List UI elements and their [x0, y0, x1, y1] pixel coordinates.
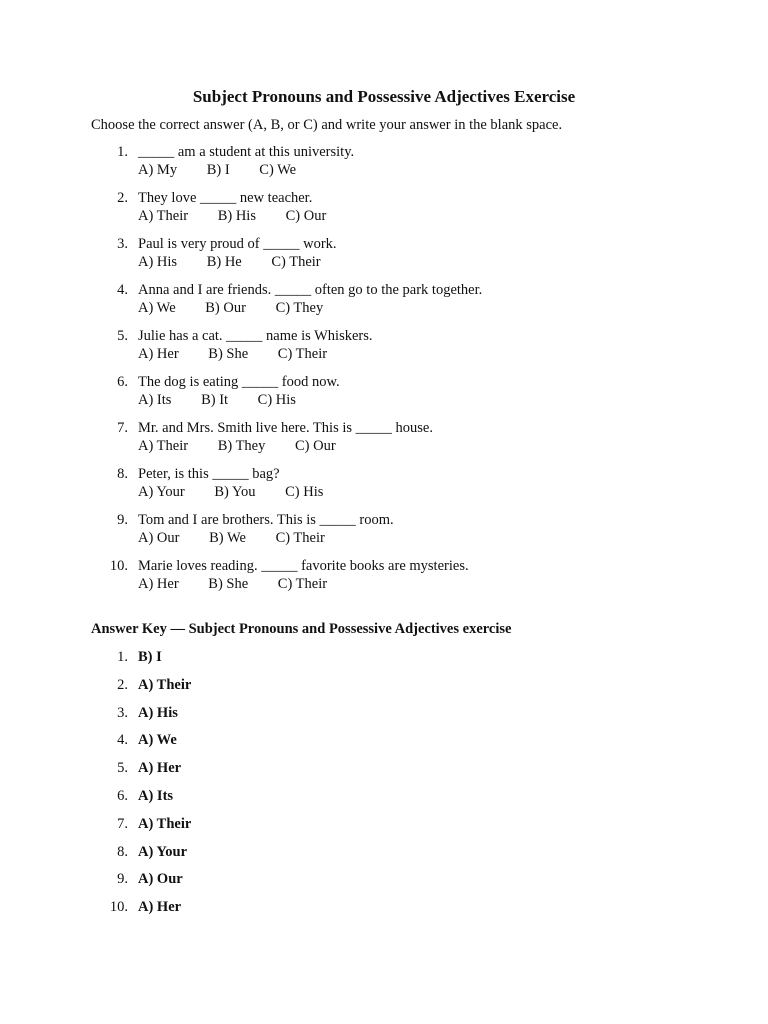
answer-text: A) Her	[138, 899, 182, 916]
option-c: C) Our	[285, 208, 327, 224]
question-list	[0, 144, 768, 604]
question-number: 9.	[117, 512, 128, 528]
option-c: C) Their	[271, 254, 321, 270]
question-number: 6.	[117, 374, 128, 390]
answer-item	[0, 844, 768, 872]
option-a: A) Its	[138, 392, 172, 408]
answer-item	[0, 649, 768, 677]
question-item	[0, 144, 768, 190]
answer-number: 9.	[117, 871, 128, 888]
answer-text: A) Our	[138, 871, 183, 888]
option-a: A) Their	[138, 208, 189, 224]
option-b: B) It	[201, 392, 229, 408]
option-b: B) Our	[205, 300, 246, 316]
answer-list	[0, 649, 768, 927]
question-number: 1.	[117, 144, 128, 160]
answer-number: 7.	[117, 815, 128, 832]
question-options	[138, 392, 322, 409]
question-number: 8.	[117, 466, 128, 482]
option-a: A) Your	[138, 484, 185, 500]
option-c: C) His	[285, 484, 324, 500]
question-options	[138, 162, 322, 179]
option-a: A) His	[138, 254, 178, 270]
question-text: Peter, is this _____ bag?	[138, 466, 280, 482]
question-number: 4.	[117, 282, 128, 298]
page-title: Subject Pronouns and Possessive Adjectives Exercise	[192, 87, 576, 106]
question-item	[0, 236, 768, 282]
option-c: C) Our	[294, 438, 336, 454]
answer-number: 8.	[117, 843, 128, 860]
answer-number: 6.	[117, 787, 128, 804]
option-a: A) Her	[138, 346, 179, 362]
answer-text: A) Its	[138, 787, 174, 804]
question-number: 3.	[117, 236, 128, 252]
option-c: C) Their	[277, 346, 328, 362]
question-text: The dog is eating _____ food now.	[138, 374, 340, 390]
option-b: B) She	[208, 346, 249, 362]
question-item	[0, 374, 768, 420]
question-options	[138, 484, 349, 501]
question-item	[0, 512, 768, 558]
answer-key-title: Answer Key — Subject Pronouns and Possessive Adjectives exercise	[91, 621, 512, 637]
option-c: C) Their	[275, 530, 325, 546]
option-b: B) You	[214, 484, 256, 500]
question-item	[0, 558, 768, 604]
answer-number: 1.	[117, 649, 128, 665]
question-item	[0, 190, 768, 236]
answer-item	[0, 899, 768, 927]
option-b: B) They	[217, 438, 266, 454]
question-text: Anna and I are friends. _____ often go to the park together.	[138, 282, 483, 298]
answer-text: A) Their	[138, 815, 192, 832]
question-options	[138, 254, 347, 271]
option-b: B) I	[206, 162, 230, 178]
option-a: A) We	[138, 300, 176, 316]
answer-text: B) I	[138, 649, 162, 665]
instructions: Choose the correct answer (A, B, or C) and write your answer in the blank space.	[91, 117, 563, 133]
question-item	[0, 282, 768, 328]
question-text: Marie loves reading. _____ favorite books are mysteries.	[138, 558, 469, 574]
answer-item	[0, 871, 768, 899]
question-text: Julie has a cat. _____ name is Whiskers.	[138, 328, 373, 344]
option-b: B) She	[208, 576, 249, 592]
answer-item	[0, 705, 768, 733]
option-b: B) He	[206, 254, 242, 270]
option-b: B) We	[209, 530, 246, 546]
answer-number: 4.	[117, 732, 128, 749]
answer-number: 3.	[117, 704, 128, 721]
answer-text: A) Their	[138, 676, 192, 693]
question-options	[138, 576, 353, 593]
answer-number: 10.	[109, 899, 128, 916]
option-a: A) Our	[138, 530, 180, 546]
question-number: 10.	[109, 558, 128, 574]
option-a: A) Their	[138, 438, 189, 454]
answer-text: A) We	[138, 732, 177, 749]
answer-text: A) Your	[138, 843, 188, 860]
question-number: 5.	[117, 328, 128, 344]
question-options	[138, 300, 349, 317]
question-text: Paul is very proud of _____ work.	[138, 236, 337, 252]
answer-text: A) His	[138, 704, 178, 721]
answer-text: A) Her	[138, 760, 182, 777]
answer-item	[0, 788, 768, 816]
question-item	[0, 466, 768, 512]
question-number: 2.	[117, 190, 128, 206]
answer-item	[0, 677, 768, 705]
option-c: C) His	[257, 392, 296, 408]
option-a: A) My	[138, 162, 178, 178]
answer-number: 5.	[117, 760, 128, 777]
question-item	[0, 328, 768, 374]
question-options	[138, 530, 351, 547]
answer-number: 2.	[117, 676, 128, 693]
question-options	[138, 438, 362, 455]
answer-item	[0, 732, 768, 760]
question-options	[138, 208, 352, 225]
answer-item	[0, 760, 768, 788]
option-c: C) We	[259, 162, 297, 178]
question-item	[0, 420, 768, 466]
option-a: A) Her	[138, 576, 179, 592]
option-c: C) Their	[277, 576, 328, 592]
question-text: _____ am a student at this university.	[138, 144, 355, 160]
question-text: Tom and I are brothers. This is _____ room.	[138, 512, 394, 528]
question-number: 7.	[117, 420, 128, 436]
question-options	[138, 346, 353, 363]
answer-item	[0, 816, 768, 844]
option-c: C) They	[275, 300, 324, 316]
question-text: They love _____ new teacher.	[138, 190, 313, 206]
option-b: B) His	[217, 208, 256, 224]
question-text: Mr. and Mrs. Smith live here. This is _____ house.	[138, 420, 433, 436]
